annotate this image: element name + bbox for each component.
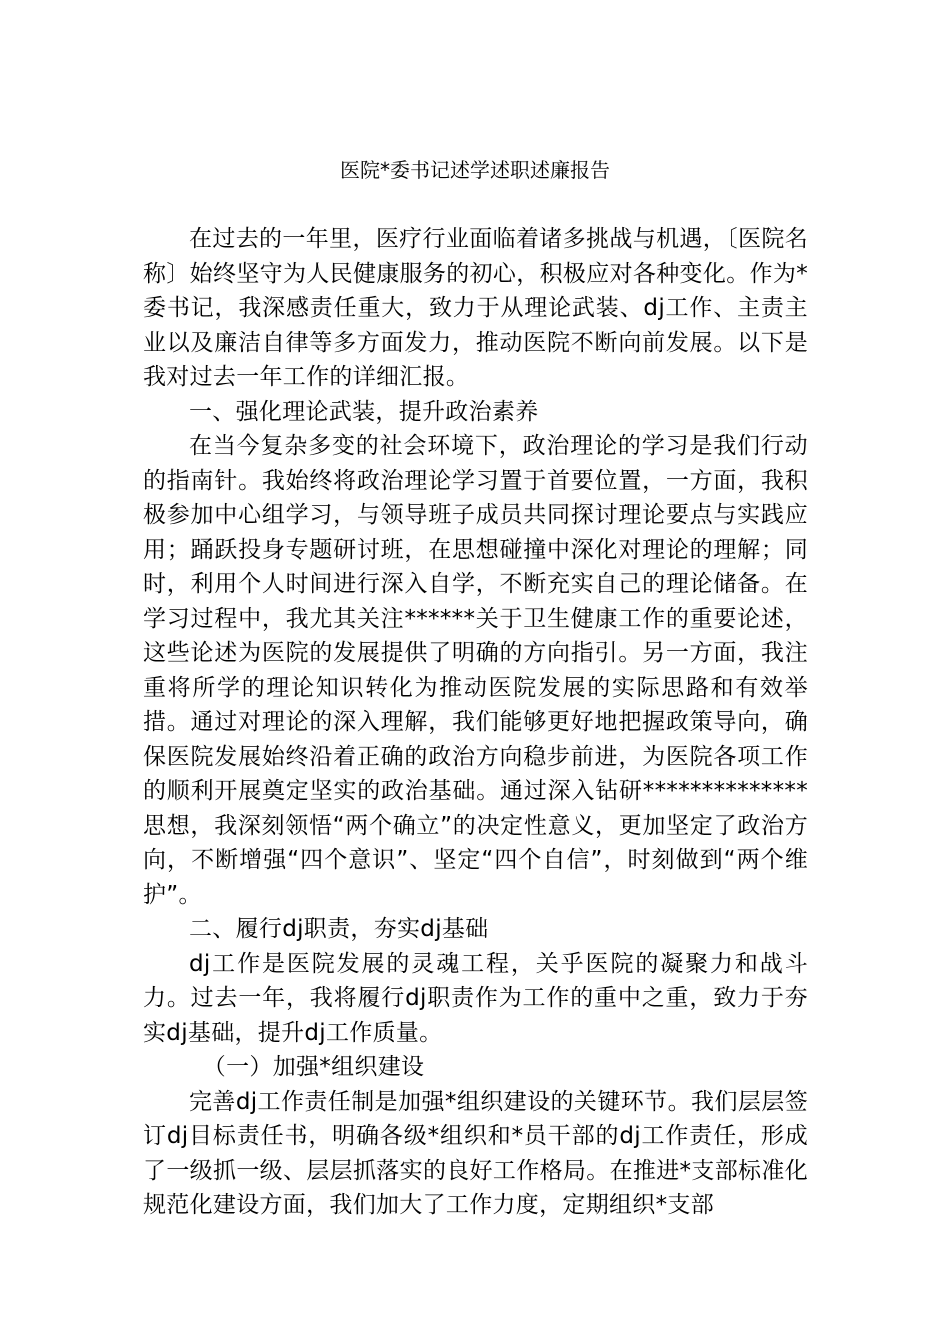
section-2-paragraph: dj工作是医院发展的灵魂工程，关乎医院的凝聚力和战斗力。过去一年，我将履行dj职责作为工作的重中之重，致力于夯实dj基础，提升dj工作质量。 (143, 950, 808, 1046)
subsection-1-heading: （一）加强*组织建设 (202, 1054, 425, 1080)
document-title: 医院*委书记述学述职述廉报告 (340, 158, 610, 182)
subsection-1-paragraph: 完善dj工作责任制是加强*组织建设的关键环节。我们层层签订dj目标责任书，明确各级*组织和*员干部的dj工作责任，形成了一级抓一级、层层抓落实的良好工作格局。在推进*支部标准化规范化建设方面，我们加大了工作力度，定期组织*支部 (143, 1088, 808, 1218)
section-1-heading: 一、强化理论武装，提升政治素养 (189, 398, 539, 425)
intro-paragraph: 在过去的一年里，医疗行业面临着诸多挑战与机遇，〔医院名称〕始终坚守为人民健康服务的初心，积极应对各种变化。作为*委书记，我深感责任重大，致力于从理论武装、dj工作、主责主业以及廉洁自律等多方面发力，推动医院不断向前发展。以下是我对过去一年工作的详细汇报。 (143, 226, 808, 390)
document-body (143, 222, 808, 1223)
section-1-paragraph: 在当今复杂多变的社会环境下，政治理论的学习是我们行动的指南针。我始终将政治理论学习置于首要位置，一方面，我积极参加中心组学习，与领导班子成员共同探讨理论要点与实践应用；踊跃投身专题研讨班，在思想碰撞中深化对理论的理解；同时，利用个人时间进行深入自学，不断充实自己的理论储备。在学习过程中，我尤其关注******关于卫生健康工作的重要论述，这些论述为医院的发展提供了明确的方向指引。另一方面，我注重将所学的理论知识转化为推动医院发展的实际思路和有效举措。通过对理论的深入理解，我们能够更好地把握政策导向，确保医院发展始终沿着正确的政治方向稳步前进，为医院各项工作的顺利开展奠定坚实的政治基础。通过深入钻研**************思想，我深刻领悟“两个确立”的决定性意义，更加坚定了政治方向，不断增强“四个意识”、坚定“四个自信”，时刻做到“两个维护”。 (143, 433, 808, 908)
section-2-heading: 二、履行dj职责，夯实dj基础 (189, 916, 489, 942)
